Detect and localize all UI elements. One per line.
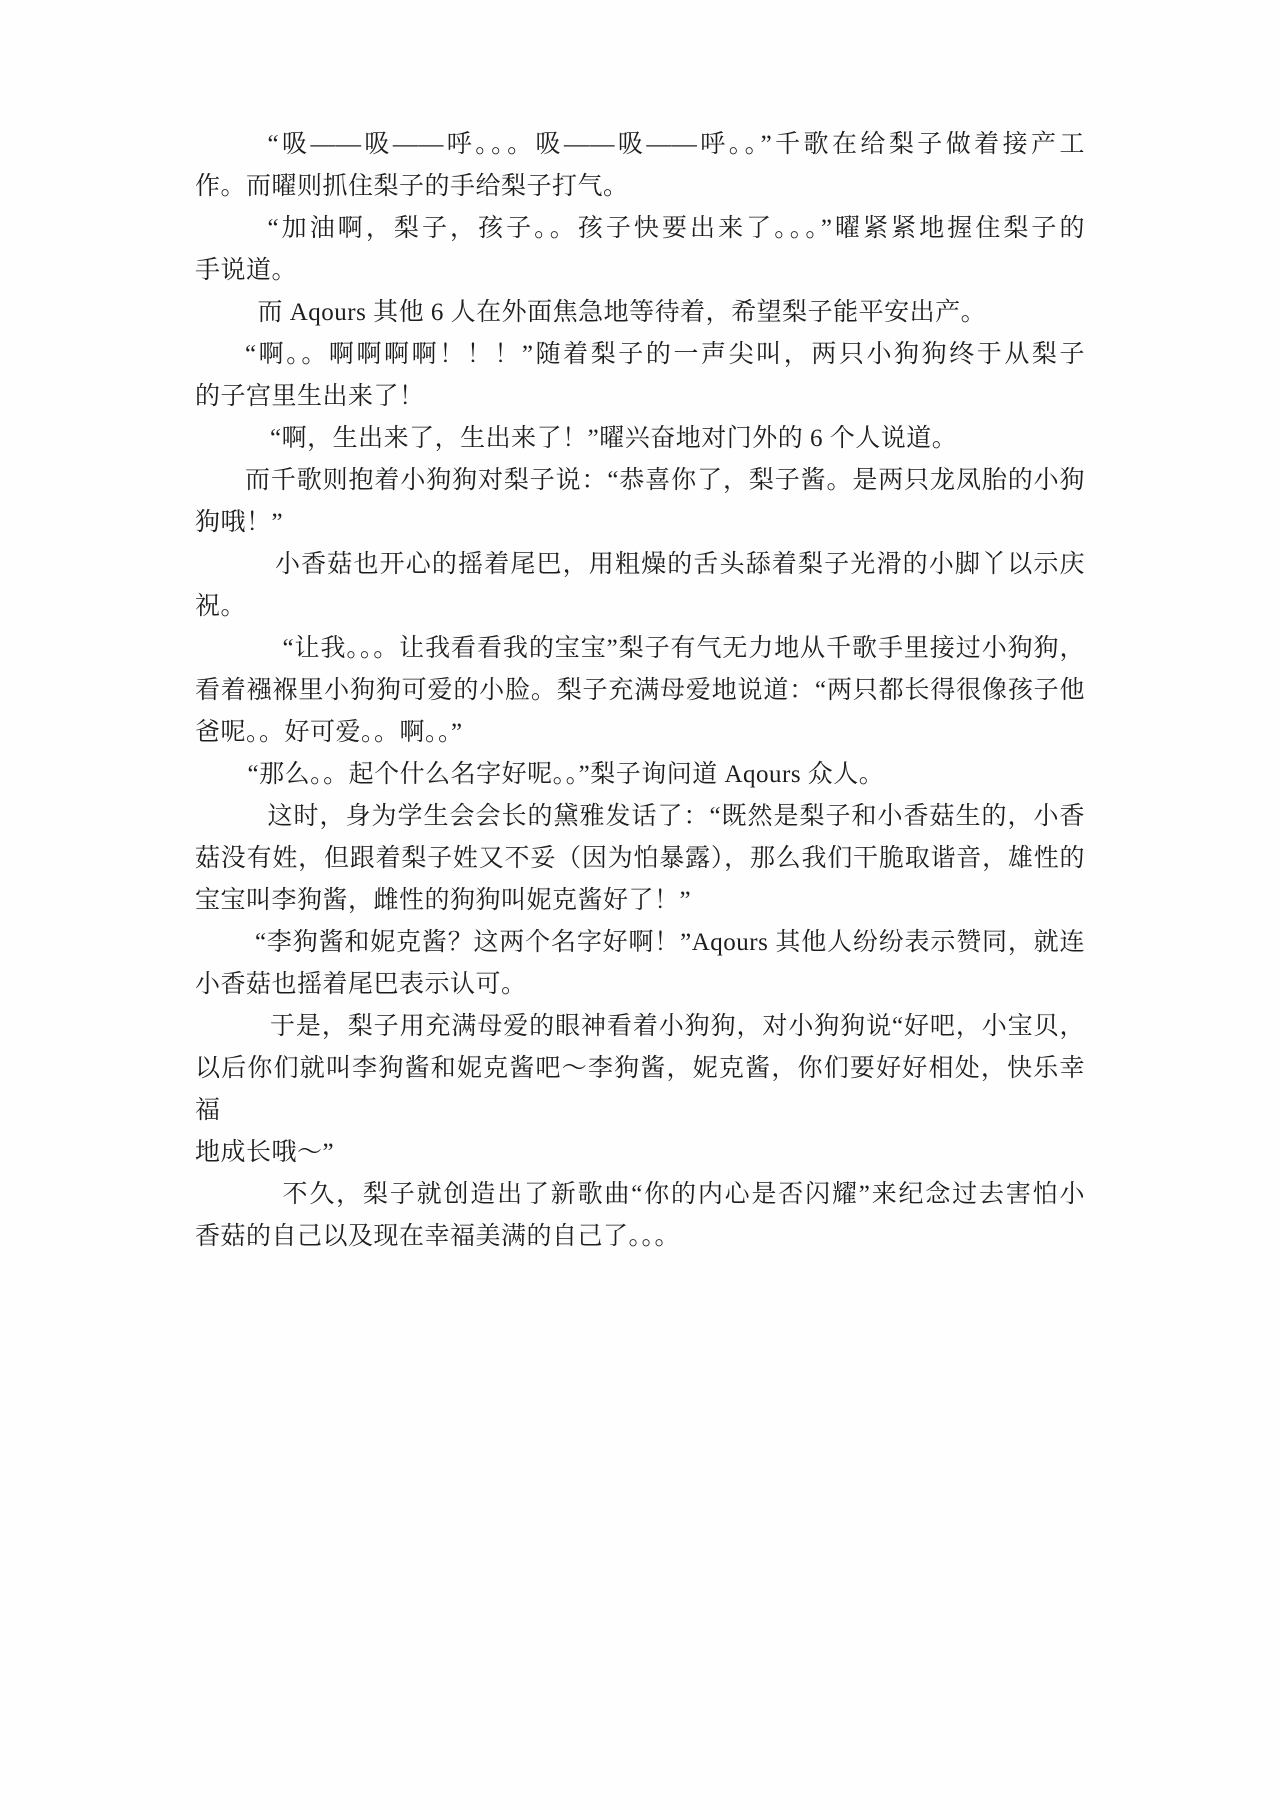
text-line: “啊。。啊啊啊啊！！！”随着梨子的一声尖叫，两只小狗狗终于从梨子 [245,341,1085,368]
paragraph [195,544,1085,628]
paragraph [195,754,1085,796]
text-line: 宝宝叫李狗酱，雌性的狗狗叫妮克酱好了！” [195,887,692,914]
paragraph [195,208,1085,292]
text-line: 地成长哦～” [195,1139,335,1166]
text-line: 祝。 [195,593,247,620]
text-line: 以后你们就叫李狗酱和妮克酱吧～李狗酱，妮克酱，你们要好好相处，快乐幸福 [195,1055,1085,1124]
text-line: 狗哦！” [195,509,284,536]
text-line: 这时，身为学生会会长的黛雅发话了：“既然是梨子和小香菇生的，小香 [267,803,1085,830]
text-line: “让我。。。让我看看我的宝宝”梨子有气无力地从千歌手里接过小狗狗， [282,635,1085,662]
paragraph [195,460,1085,544]
paragraph [195,334,1085,418]
paragraph [195,628,1085,754]
paragraph [195,922,1085,1006]
text-line: 爸呢。。好可爱。。啊。。” [195,719,463,746]
text-line: 于是，梨子用充满母爱的眼神看着小狗狗，对小狗狗说“好吧，小宝贝， [270,1013,1085,1040]
paragraph [195,1174,1085,1258]
paragraph [195,124,1085,208]
text-line: 小香菇也摇着尾巴表示认可。 [195,971,527,998]
paragraph [195,418,1085,460]
text-line: “啊，生出来了，生出来了！”曜兴奋地对门外的 6 个人说道。 [270,425,958,452]
document-content [195,124,1085,1258]
text-line: 手说道。 [195,257,298,284]
text-line: “加油啊，梨子，孩子。。孩子快要出来了。。。”曜紧紧地握住梨子的 [267,215,1085,242]
text-line: 的子宫里生出来了！ [195,383,425,410]
text-line: 小香菇也开心的摇着尾巴，用粗燥的舌头舔着梨子光滑的小脚丫以示庆 [275,551,1085,578]
text-line: 看着襁褓里小狗狗可爱的小脸。梨子充满母爱地说道：“两只都长得很像孩子他 [195,677,1085,704]
text-line: “那么。。起个什么名字好呢。。”梨子询问道 Aqours 众人。 [247,761,885,788]
text-line: 作。而曜则抓住梨子的手给梨子打气。 [195,173,629,200]
paragraph [195,1006,1085,1174]
text-line: “李狗酱和妮克酱？这两个名字好啊！”Aqours 其他人纷纷表示赞同，就连 [255,929,1085,956]
text-line: 不久，梨子就创造出了新歌曲“你的内心是否闪耀”来纪念过去害怕小 [282,1181,1085,1208]
text-line: “吸——吸——呼。。。吸——吸——呼。。”千歌在给梨子做着接产工 [267,131,1085,158]
text-line: 而千歌则抱着小狗狗对梨子说：“恭喜你了，梨子酱。是两只龙凤胎的小狗 [245,467,1085,494]
text-line: 香菇的自己以及现在幸福美满的自己了。。。 [195,1223,681,1250]
text-line: 而 Aqours 其他 6 人在外面焦急地等待着，希望梨子能平安出产。 [257,299,987,326]
text-line: 菇没有姓，但跟着梨子姓又不妥（因为怕暴露），那么我们干脆取谐音，雄性的 [195,845,1085,872]
paragraph [195,292,1085,334]
paragraph [195,796,1085,922]
